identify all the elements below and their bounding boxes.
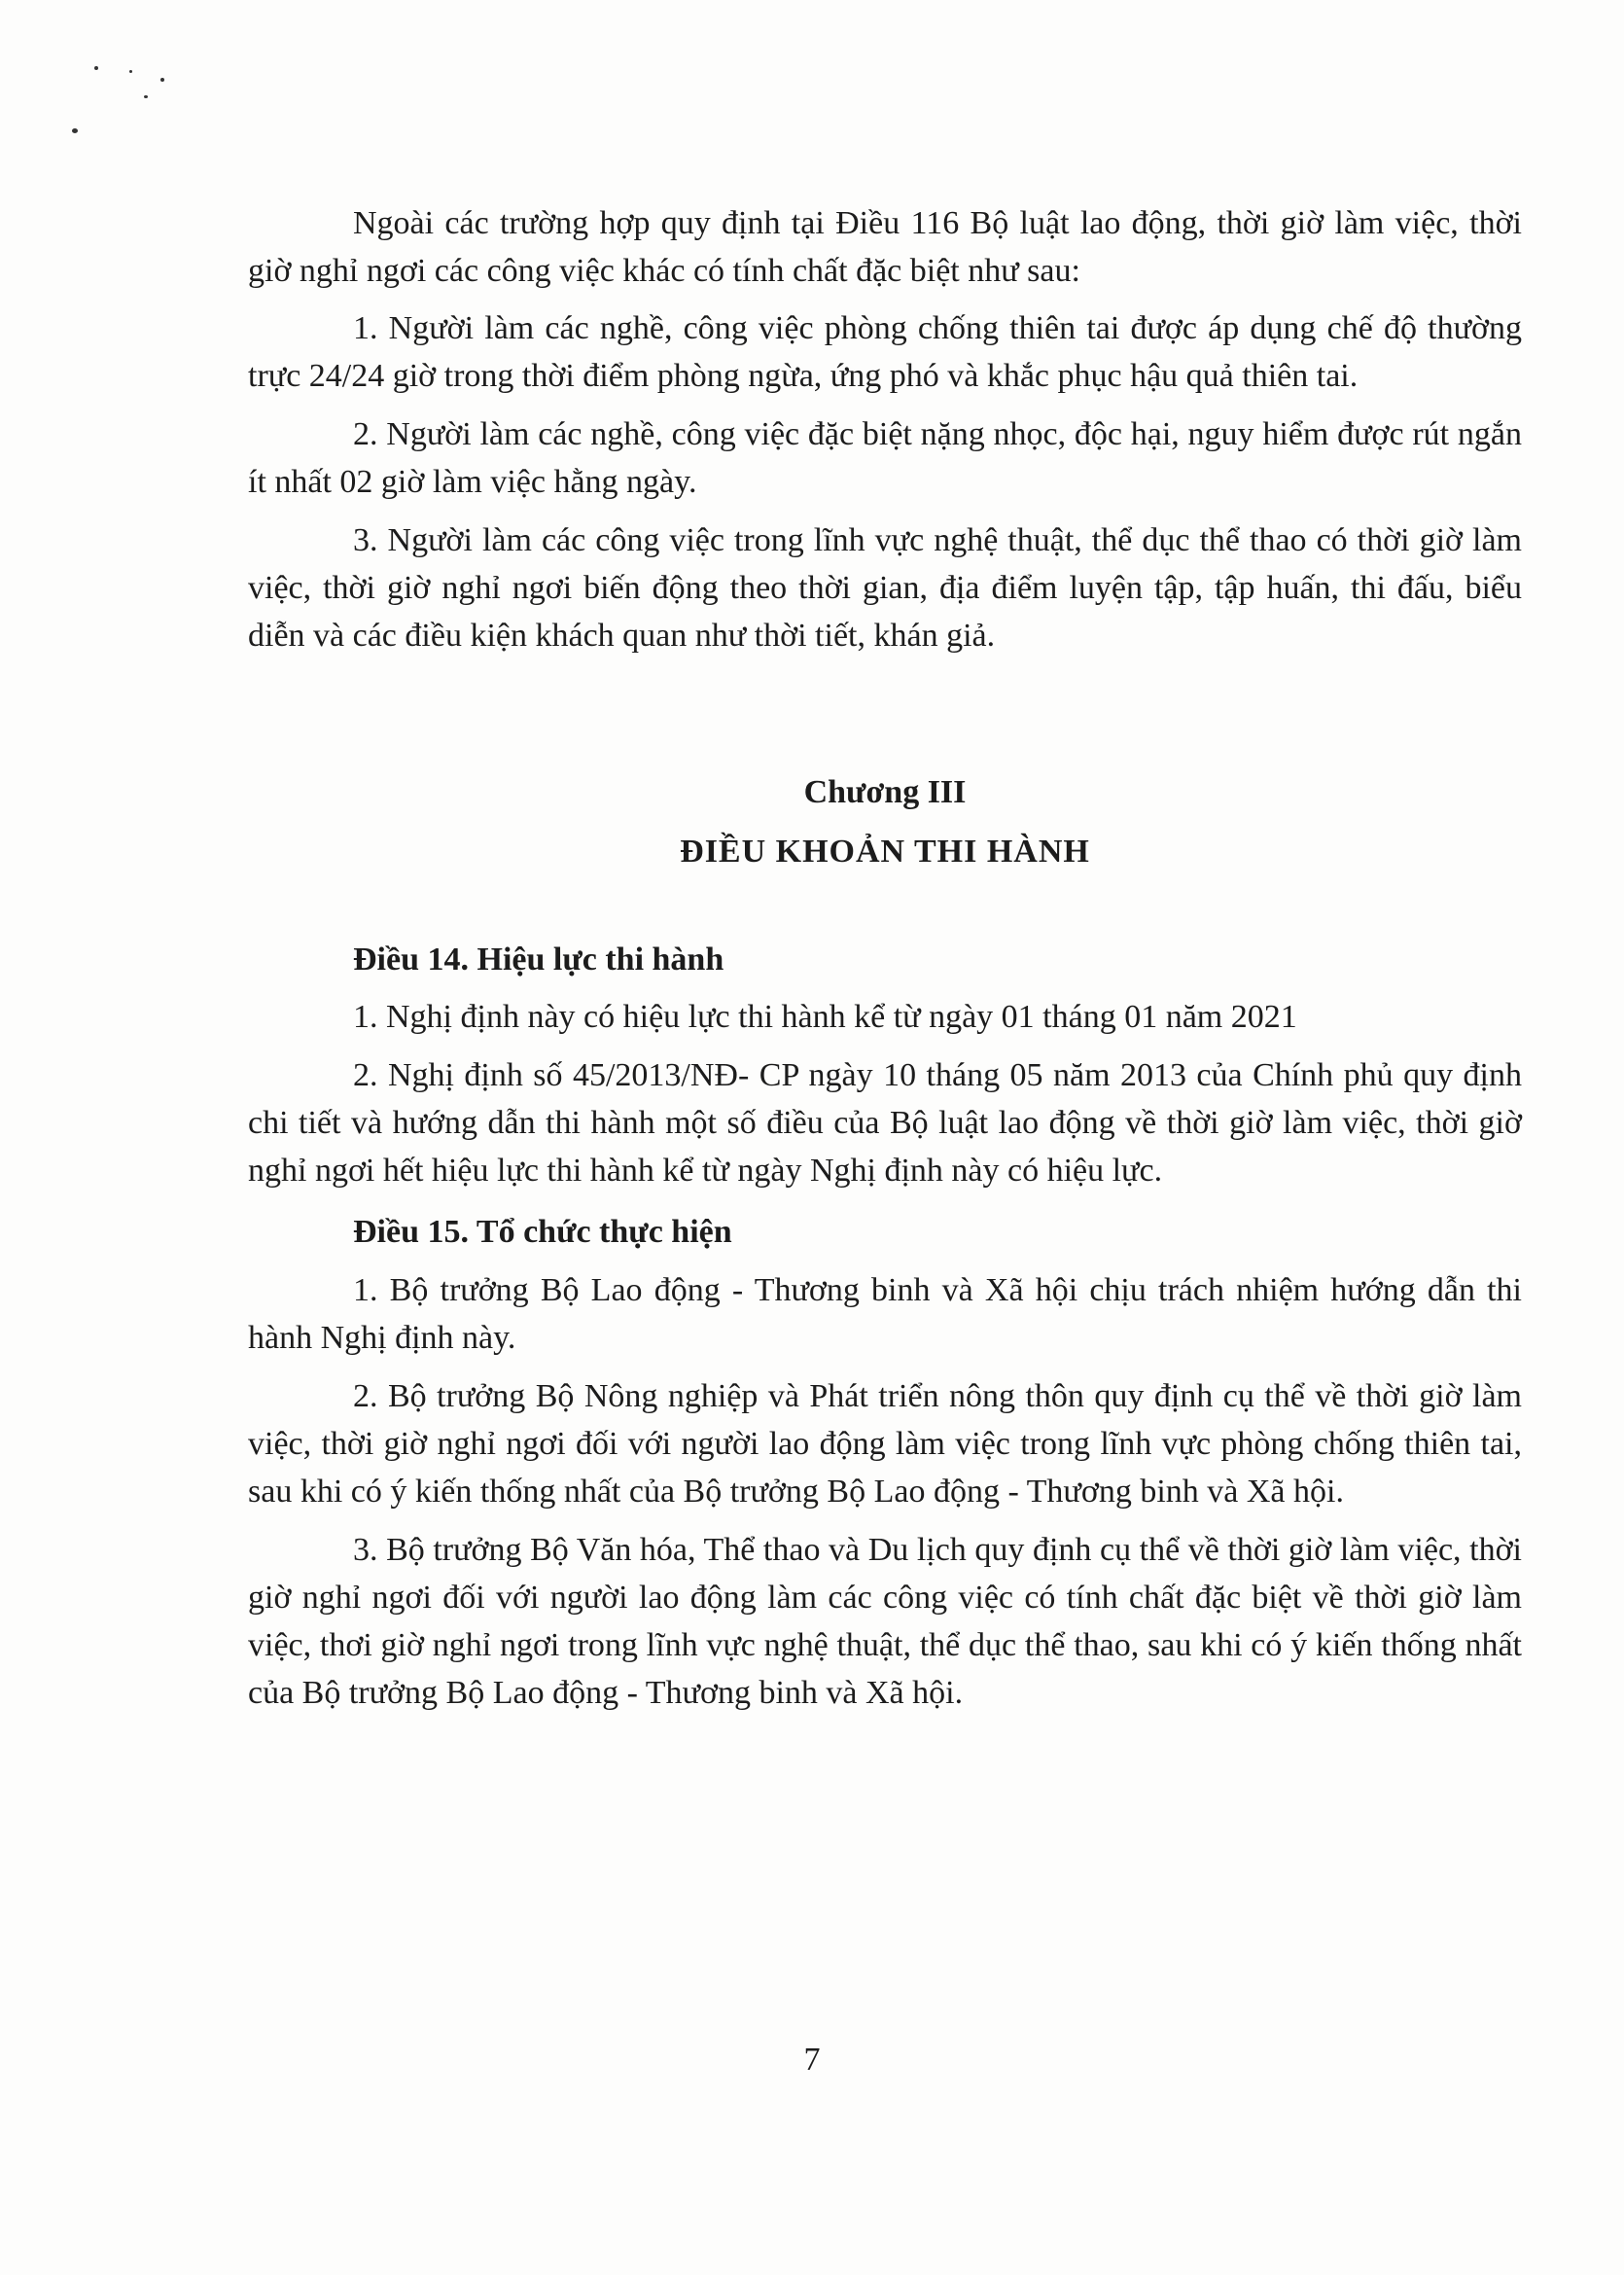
scan-speck	[94, 66, 98, 70]
intro-paragraph: Ngoài các trường hợp quy định tại Điều 116 Bộ luật lao động, thời giờ làm việc, thời giờ nghỉ ngơi các công việc khác có tính chất đặc biệt như sau:	[248, 205, 1522, 289]
page-number: 7	[803, 2042, 821, 2078]
item-paragraph-3: 3. Người làm các công việc trong lĩnh vực nghệ thuật, thể dục thể thao có thời giờ làm việc, thời giờ nghỉ ngơi biến động theo thời gian, địa điểm luyện tập, tập huấn, thi đấu, biểu diễn và các điều kiện khách quan như thời tiết, khán giả.	[248, 522, 1522, 654]
article-14-title: Điều 14. Hiệu lực thi hành	[353, 942, 724, 978]
article-15-clause-3: 3. Bộ trưởng Bộ Văn hóa, Thể thao và Du lịch quy định cụ thể về thời giờ làm việc, thời giờ nghỉ ngơi đối với người lao động làm các công việc có tính chất đặc biệt về thời giờ làm việc, thơi giờ nghỉ ngơi trong lĩnh vực nghệ thuật, thể dục thể thao, sau khi có ý kiến thống nhất của Bộ trưởng Bộ Lao động - Thương binh và Xã hội.	[248, 1532, 1522, 1711]
document-body	[248, 199, 1522, 1717]
item-paragraph-1: 1. Người làm các nghề, công việc phòng chống thiên tai được áp dụng chế độ thường trực 24/24 giờ trong thời điểm phòng ngừa, ứng phó và khắc phục hậu quả thiên tai.	[248, 310, 1522, 394]
chapter-title: ĐIỀU KHOẢN THI HÀNH	[680, 834, 1090, 870]
item-paragraph-2: 2. Người làm các nghề, công việc đặc biệt nặng nhọc, độc hại, nguy hiểm được rút ngắn ít nhất 02 giờ làm việc hằng ngày.	[248, 416, 1522, 500]
article-14-clause-2: 2. Nghị định số 45/2013/NĐ- CP ngày 10 tháng 05 năm 2013 của Chính phủ quy định chi tiết và hướng dẫn thi hành một số điều của Bộ luật lao động về thời giờ làm việc, thời giờ nghỉ ngơi hết hiệu lực thi hành kể từ ngày Nghị định này có hiệu lực.	[248, 1057, 1522, 1189]
article-15-title: Điều 15. Tổ chức thực hiện	[353, 1214, 732, 1250]
scan-speck	[160, 78, 164, 82]
article-15-clause-1: 1. Bộ trưởng Bộ Lao động - Thương binh và Xã hội chịu trách nhiệm hướng dẫn thi hành Nghị định này.	[248, 1272, 1522, 1356]
article-15-clause-2: 2. Bộ trưởng Bộ Nông nghiệp và Phát triển nông thôn quy định cụ thể về thời giờ làm việc, thời giờ nghỉ ngơi đối với người lao động làm việc trong lĩnh vực phòng chống thiên tai, sau khi có ý kiến thống nhất của Bộ trưởng Bộ Lao động - Thương binh và Xã hội.	[248, 1378, 1522, 1510]
scan-speck	[72, 128, 78, 133]
article-14-clause-1: 1. Nghị định này có hiệu lực thi hành kể từ ngày 01 tháng 01 năm 2021	[353, 999, 1297, 1035]
chapter-number: Chương III	[803, 774, 967, 810]
scan-speck	[144, 95, 148, 98]
scan-speck	[129, 70, 132, 73]
